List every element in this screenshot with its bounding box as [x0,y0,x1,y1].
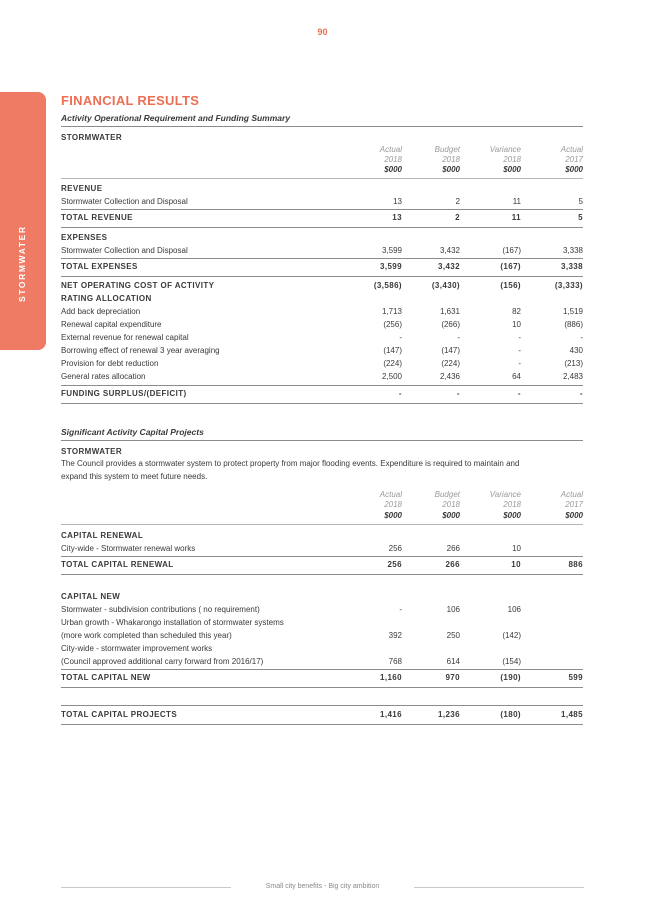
divider [61,227,583,228]
divider [61,403,583,404]
column-years: 2018 2018 2018 2017 [384,155,583,164]
divider [61,276,583,277]
table-row: Stormwater - subdivision contributions ( no requirement) - 106 106 [61,605,521,614]
net-operating-row: NET OPERATING COST OF ACTIVITY (3,586) (3,430) (156) (3,333) [61,281,583,290]
divider [61,724,583,725]
footer-tagline: Small city benefits - Big city ambition [265,883,380,890]
section2-description-line2: expand this system to meet future needs. [61,472,208,481]
expenses-heading: EXPENSES [61,233,108,242]
divider [61,209,583,210]
divider [61,705,583,706]
divider [61,574,583,575]
total-revenue-row: TOTAL REVENUE 13 2 11 5 [61,213,583,222]
divider [61,687,583,688]
table-row-label-line: City-wide - stormwater improvement works [61,644,213,653]
table-row: General rates allocation 2,500 2,436 64 2,483 [61,372,583,381]
table-row-label-line: Urban growth - Whakarongo installation of stormwater systems [61,618,284,627]
revenue-heading: REVENUE [61,184,103,193]
section2-heading: STORMWATER [61,447,123,456]
section1-subtitle: Activity Operational Requirement and Funding Summary [61,113,291,123]
table-row: Renewal capital expenditure (256) (266) 10 (886) [61,320,583,329]
table-row: (Council approved additional carry forward from 2016/17) 768 614 (154) [61,657,521,666]
table-row: Provision for debt reduction (224) (224) - (213) [61,359,583,368]
column-years: 2018 2018 2018 2017 [384,500,583,509]
divider [61,669,583,670]
column-units: $000 $000 $000 $000 [384,511,583,520]
divider [61,556,583,557]
column-units: $000 $000 $000 $000 [384,165,583,174]
divider [61,385,583,386]
table-row: Stormwater Collection and Disposal 13 2 11 5 [61,197,583,206]
table-row: Borrowing effect of renewal 3 year averaging (147) (147) - 430 [61,346,583,355]
column-names: Actual Budget Variance Actual [379,490,583,499]
page-number: 90 [317,27,328,37]
side-tab [0,92,46,350]
section1-heading: STORMWATER [61,133,123,142]
total-new-row: TOTAL CAPITAL NEW 1,160 970 (190) 599 [61,673,583,682]
new-heading: CAPITAL NEW [61,592,121,601]
table-row: Stormwater Collection and Disposal 3,599 3,432 (167) 3,338 [61,246,583,255]
total-projects-row: TOTAL CAPITAL PROJECTS 1,416 1,236 (180) 1,485 [61,710,583,719]
total-renewal-row: TOTAL CAPITAL RENEWAL 256 266 10 886 [61,560,583,569]
total-expenses-row: TOTAL EXPENSES 3,599 3,432 (167) 3,338 [61,262,583,271]
table-row: City-wide - Stormwater renewal works 256 266 10 [61,544,521,553]
funding-row: FUNDING SURPLUS/(DEFICIT) - - - - [61,389,583,398]
renewal-heading: CAPITAL RENEWAL [61,531,144,540]
divider [61,258,583,259]
rating-heading: RATING ALLOCATION [61,294,152,303]
table-row: (more work completed than scheduled this year) 392 250 (142) [61,631,521,640]
page-title: FINANCIAL RESULTS [61,93,200,108]
column-names: Actual Budget Variance Actual [379,145,583,154]
divider [61,524,583,525]
table-row: Add back depreciation 1,713 1,631 82 1,519 [61,307,583,316]
side-tab-label: STORMWATER [17,225,27,302]
divider [61,440,583,441]
section2-subtitle: Significant Activity Capital Projects [61,427,204,437]
table-row: External revenue for renewal capital - - - - [61,333,583,342]
divider [61,178,583,179]
divider [61,126,583,127]
section2-description-line1: The Council provides a stormwater system to protect property from major flooding events. Expenditure is required to maintain and [61,459,520,468]
